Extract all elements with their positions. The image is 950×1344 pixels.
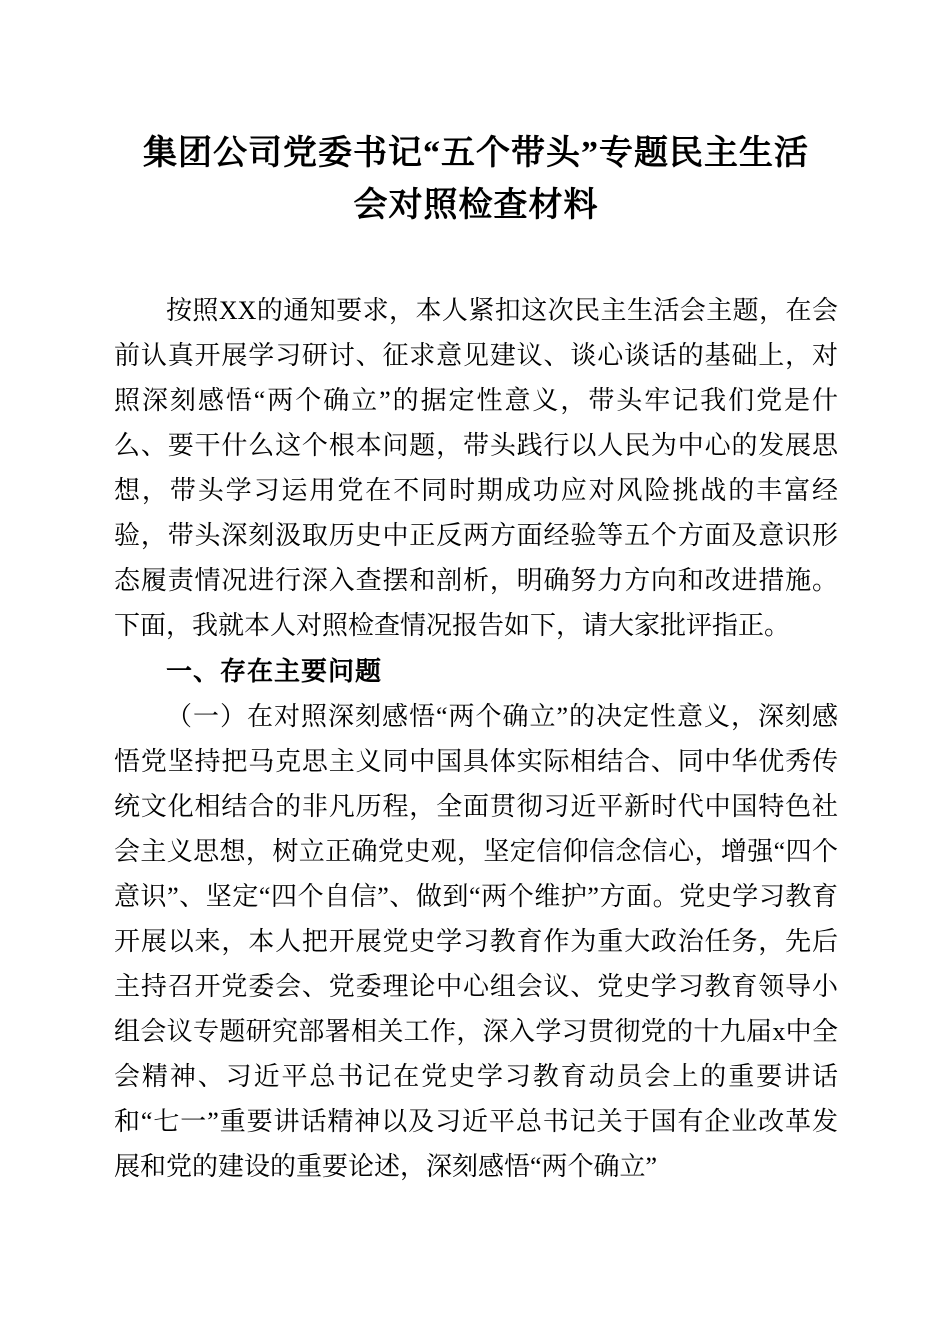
document-title-line-2: 会对照检查材料 xyxy=(353,187,599,224)
intro-paragraph: 按照XX的通知要求，本人紧扣这次民主生活会主题，在会前认真开展学习研讨、征求意见建议、谈心谈话的基础上，对照深刻感悟“两个确立”的据定性意义，带头牢记我们党是什么、要干什么这个根本问题，带头践行以人民为中心的发展思想，带头学习运用党在不同时期成功应对风险挑战的丰富经验，带头深刻汲取历史中正反两方面经验等五个方面及意识形态履责情况进行深入查摆和剖析，明确努力方向和改进措施。下面，我就本人对照检查情况报告如下，请大家批评指正。 xyxy=(114,296,838,640)
section-one-heading: 一、存在主要问题 xyxy=(166,656,383,686)
document-title xyxy=(114,128,838,232)
document-title-line-1: 集团公司党委书记“五个带头”专题民主生活 xyxy=(143,135,809,172)
section-one-paragraph: （一）在对照深刻感悟“两个确立”的决定性意义，深刻感悟党坚持把马克思主义同中国具体实际相结合、同中华优秀传统文化相结合的非凡历程，全面贯彻习近平新时代中国特色社会主义思想，树立正确党史观，坚定信仰信念信心，增强“四个意识”、坚定“四个自信”、做到“两个维护”方面。党史学习教育开展以来，本人把开展党史学习教育作为重大政治任务，先后主持召开党委会、党委理论中心组会议、党史学习教育领导小组会议专题研究部署相关工作，深入学习贯彻党的十九届x中全会精神、习近平总书记在党史学习教育动员会上的重要讲话和“七一”重要讲话精神以及习近平总书记关于国有企业改革发展和党的建设的重要论述，深刻感悟“两个确立” xyxy=(114,702,838,1181)
